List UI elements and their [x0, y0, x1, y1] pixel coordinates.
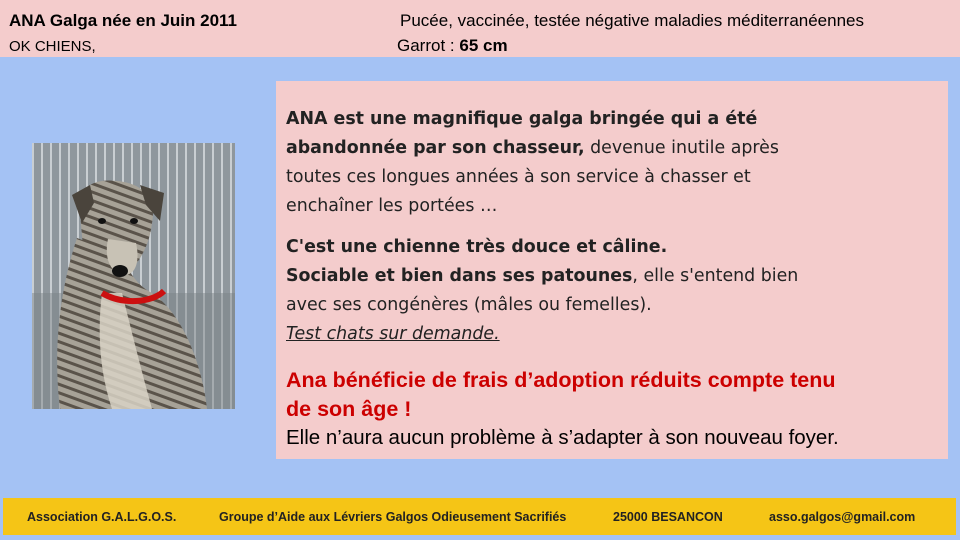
cat-test-note: Test chats sur demande.	[286, 324, 500, 344]
description-box	[276, 81, 948, 459]
story-line-2-bold: abandonnée par son chasseur,	[286, 138, 585, 158]
footer-banner	[3, 498, 956, 535]
temperament-line-2-bold: Sociable et bien dans ses patounes	[286, 266, 633, 286]
garrot-height	[397, 36, 508, 56]
dog-compatibility: OK CHIENS,	[9, 38, 96, 55]
association-city: 25000 BESANCON	[613, 510, 723, 524]
story-line-2-rest: devenue inutile après	[584, 138, 779, 158]
reduced-fees-line-1: Ana bénéficie de frais d’adoption réduits compte tenu	[286, 368, 836, 392]
association-email: asso.galgos@gmail.com	[769, 510, 916, 524]
description-story	[286, 105, 779, 221]
reduced-fees-line-2: de son âge !	[286, 397, 412, 421]
health-status: Pucée, vaccinée, testée négative maladies méditerranéennes	[400, 11, 865, 30]
temperament-line-1: C'est une chienne très douce et câline.	[286, 237, 668, 257]
dog-photo-illustration	[32, 143, 235, 409]
temperament-line-3: avec ses congénères (mâles ou femelles).	[286, 295, 652, 315]
temperament-line-2-rest: , elle s'entend bien	[632, 266, 799, 286]
association-full-name: Groupe d’Aide aux Lévriers Galgos Odieusement Sacrifiés	[219, 510, 567, 524]
garrot-label: Garrot :	[397, 36, 460, 55]
reduced-fees-notice	[286, 366, 836, 424]
description-temperament	[286, 233, 798, 349]
garrot-value: 65 cm	[459, 36, 508, 55]
story-line-1: ANA est une magnifique galga bringée qui a été	[286, 109, 758, 129]
dog-name-birth: ANA Galga née en Juin 2011	[9, 11, 238, 30]
adaptation-note: Elle n’aura aucun problème à s’adapter à son nouveau foyer.	[286, 426, 839, 449]
header-banner	[0, 0, 960, 57]
association-name: Association G.A.L.G.O.S.	[27, 510, 177, 524]
dog-photo	[32, 143, 235, 409]
story-line-3: toutes ces longues années à son service à chasser et	[286, 167, 751, 187]
story-line-4: enchaîner les portées …	[286, 196, 498, 216]
